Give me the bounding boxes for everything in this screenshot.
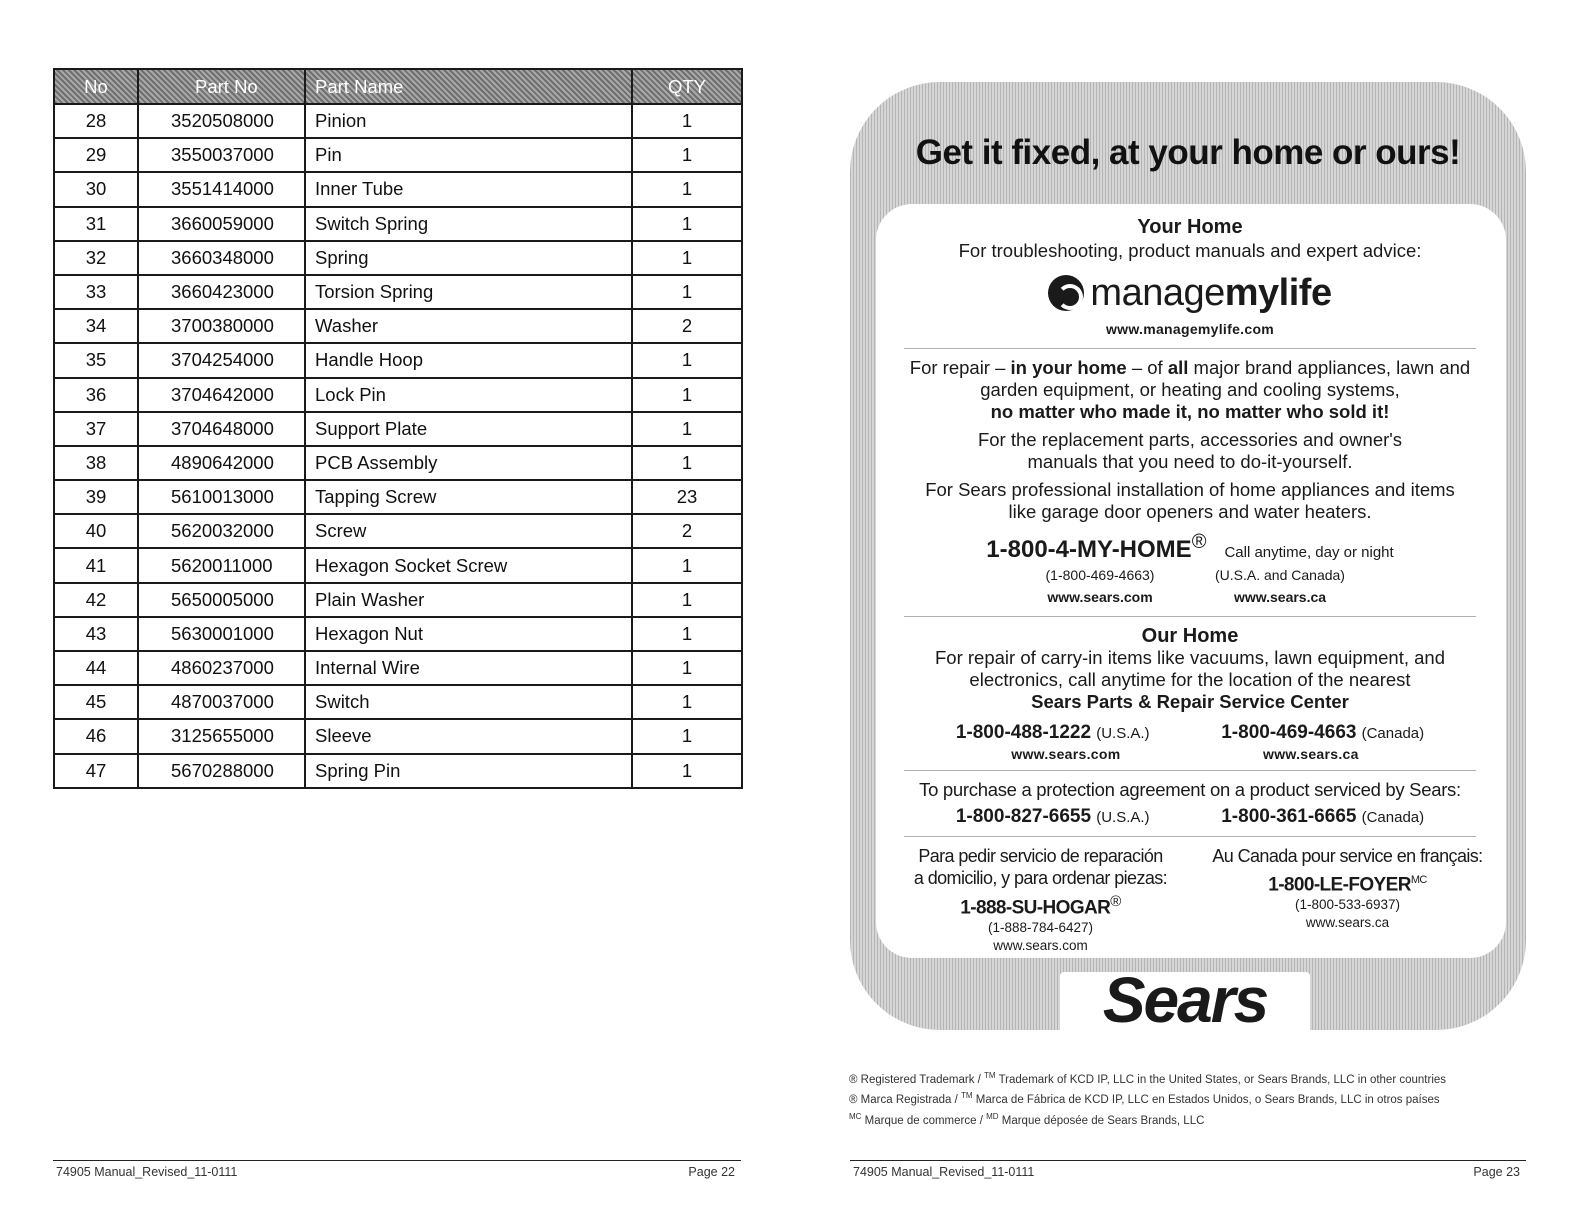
footer-left bbox=[53, 1160, 741, 1180]
table-row bbox=[54, 412, 742, 446]
part-number: 3660423000 bbox=[138, 275, 305, 309]
part-name: Pinion bbox=[305, 104, 632, 138]
table-row bbox=[54, 651, 742, 685]
repair-text-a: For repair – bbox=[909, 357, 1011, 378]
part-number: 3520508000 bbox=[138, 104, 305, 138]
part-quantity: 1 bbox=[632, 412, 742, 446]
spanish-phone-digits: (1-888-784-6427) bbox=[987, 920, 1094, 936]
repair-text-c: – of bbox=[1126, 357, 1168, 378]
table-row bbox=[54, 548, 742, 582]
part-name: Handle Hoop bbox=[305, 343, 632, 377]
table-row bbox=[54, 378, 742, 412]
part-number-index: 37 bbox=[54, 412, 138, 446]
protection-phone-us-label: (U.S.A.) bbox=[1096, 809, 1150, 826]
my-home-digits: (1-800-469-4663) bbox=[1045, 567, 1155, 583]
our-home-phone-us-label: (U.S.A.) bbox=[1096, 725, 1150, 742]
part-quantity: 1 bbox=[632, 651, 742, 685]
french-phone[interactable] bbox=[1205, 869, 1490, 896]
table-row bbox=[54, 719, 742, 753]
tm-en-b: Trademark of KCD IP, LLC in the United States, or Sears Brands, LLC in other countries bbox=[995, 1073, 1447, 1086]
my-home-phone-row bbox=[890, 531, 1490, 564]
part-name: Support Plate bbox=[305, 412, 632, 446]
spanish-service bbox=[898, 845, 1183, 955]
french-phone-digits: (1-800-533-6937) bbox=[1294, 897, 1401, 913]
header-no: No bbox=[54, 69, 138, 104]
call-anytime-text: Call anytime, day or night bbox=[1224, 544, 1394, 561]
table-row bbox=[54, 514, 742, 548]
part-name: Tapping Screw bbox=[305, 480, 632, 514]
part-name: Pin bbox=[305, 138, 632, 172]
part-number: 4860237000 bbox=[138, 651, 305, 685]
my-home-phone[interactable] bbox=[986, 531, 1206, 564]
our-home-url-us[interactable]: www.sears.com bbox=[1011, 746, 1121, 762]
part-number-index: 30 bbox=[54, 172, 138, 206]
spanish-url[interactable]: www.sears.com bbox=[993, 938, 1088, 954]
our-home-phone-ca-label: (Canada) bbox=[1361, 725, 1425, 742]
table-row bbox=[54, 275, 742, 309]
divider bbox=[904, 770, 1476, 771]
spanish-phone[interactable] bbox=[898, 891, 1183, 919]
part-name: Screw bbox=[305, 514, 632, 548]
part-quantity: 1 bbox=[632, 378, 742, 412]
tm-es-mark: TM bbox=[961, 1091, 973, 1101]
our-home-phone-ca[interactable] bbox=[1221, 721, 1424, 744]
part-quantity: 23 bbox=[632, 480, 742, 514]
part-number-index: 41 bbox=[54, 548, 138, 582]
french-url[interactable]: www.sears.ca bbox=[1305, 915, 1390, 931]
part-number-index: 32 bbox=[54, 241, 138, 275]
protection-phones bbox=[890, 805, 1490, 828]
part-name: Switch bbox=[305, 685, 632, 719]
managemylife-logo-text-light: manage bbox=[1090, 271, 1225, 314]
tm-fr-b: Marque déposée de Sears Brands, LLC bbox=[998, 1114, 1205, 1127]
our-home-title: Our Home bbox=[1141, 625, 1239, 647]
part-quantity: 1 bbox=[632, 343, 742, 377]
part-name: Sleeve bbox=[305, 719, 632, 753]
our-home-phone-us[interactable] bbox=[956, 721, 1150, 744]
trademark-line-es bbox=[849, 1088, 1529, 1108]
part-quantity: 1 bbox=[632, 548, 742, 582]
language-services bbox=[890, 845, 1490, 955]
part-number-index: 42 bbox=[54, 583, 138, 617]
tm-en-a: ® Registered Trademark / bbox=[849, 1073, 985, 1086]
parts-table bbox=[53, 68, 743, 789]
table-row bbox=[54, 104, 742, 138]
managemylife-url[interactable]: www.managemylife.com bbox=[1105, 321, 1275, 337]
mc-mark: MC bbox=[1410, 874, 1427, 886]
part-number: 3550037000 bbox=[138, 138, 305, 172]
part-number: 5630001000 bbox=[138, 617, 305, 651]
part-quantity: 2 bbox=[632, 514, 742, 548]
part-quantity: 1 bbox=[632, 719, 742, 753]
part-number-index: 43 bbox=[54, 617, 138, 651]
part-number: 5620011000 bbox=[138, 548, 305, 582]
table-row bbox=[54, 172, 742, 206]
my-home-region: (U.S.A. and Canada) bbox=[1215, 567, 1345, 583]
divider bbox=[904, 348, 1476, 349]
parts-table-body bbox=[54, 104, 742, 788]
installation-paragraph: For Sears professional installation of home appliances and items like garage door openers and water heaters. bbox=[925, 479, 1455, 522]
our-home-url-ca[interactable]: www.sears.ca bbox=[1263, 746, 1359, 762]
my-home-details bbox=[890, 564, 1490, 608]
repair-text-d: all bbox=[1167, 357, 1189, 378]
managemylife-logo bbox=[890, 268, 1490, 318]
protection-phone-us[interactable] bbox=[956, 805, 1150, 828]
part-number: 4870037000 bbox=[138, 685, 305, 719]
part-name: Hexagon Nut bbox=[305, 617, 632, 651]
protection-phone-ca-label: (Canada) bbox=[1361, 809, 1425, 826]
part-number: 5650005000 bbox=[138, 583, 305, 617]
footer-doc-id: 74905 Manual_Revised_11-0111 bbox=[853, 1165, 1035, 1179]
table-row bbox=[54, 138, 742, 172]
part-quantity: 1 bbox=[632, 685, 742, 719]
part-number-index: 47 bbox=[54, 754, 138, 788]
registered-mark: ® bbox=[1110, 893, 1121, 910]
table-row bbox=[54, 241, 742, 275]
managemylife-logo-text-bold: mylife bbox=[1224, 271, 1332, 314]
my-home-us-col bbox=[1010, 564, 1190, 608]
tm-fr-mc: MC bbox=[849, 1111, 862, 1121]
tm-en-mark: TM bbox=[984, 1071, 996, 1080]
header-qty: QTY bbox=[632, 69, 742, 104]
part-number: 4890642000 bbox=[138, 446, 305, 480]
part-quantity: 1 bbox=[632, 104, 742, 138]
repair-paragraph bbox=[890, 357, 1490, 401]
part-number-index: 35 bbox=[54, 343, 138, 377]
table-row bbox=[54, 754, 742, 788]
table-row bbox=[54, 685, 742, 719]
my-home-ca-col bbox=[1190, 564, 1370, 608]
protection-phone-us-number: 1-800-827-6655 bbox=[955, 806, 1092, 827]
part-number-index: 45 bbox=[54, 685, 138, 719]
trademark-line-en bbox=[849, 1068, 1529, 1088]
footer-doc-id: 74905 Manual_Revised_11-0111 bbox=[56, 1165, 238, 1179]
protection-phone-ca[interactable] bbox=[1221, 805, 1424, 828]
managemylife-icon bbox=[1048, 275, 1084, 311]
part-number: 3700380000 bbox=[138, 309, 305, 343]
service-panel-content bbox=[890, 216, 1490, 955]
part-quantity: 1 bbox=[632, 617, 742, 651]
our-home-phones bbox=[890, 721, 1490, 744]
table-row bbox=[54, 480, 742, 514]
part-number: 3125655000 bbox=[138, 719, 305, 753]
part-name: Lock Pin bbox=[305, 378, 632, 412]
divider bbox=[904, 836, 1476, 837]
service-center-name: Sears Parts & Repair Service Center bbox=[1031, 691, 1349, 712]
our-home-phone-us-number: 1-800-488-1222 bbox=[955, 722, 1092, 743]
header-part-name: Part Name bbox=[305, 69, 632, 104]
part-number: 3704648000 bbox=[138, 412, 305, 446]
repair-text-b: in your home bbox=[1010, 357, 1127, 378]
trademark-line-fr bbox=[849, 1109, 1529, 1129]
our-home-phone-ca-number: 1-800-469-4663 bbox=[1221, 722, 1357, 743]
spanish-line-1: Para pedir servicio de reparación bbox=[918, 846, 1163, 866]
table-row bbox=[54, 446, 742, 480]
part-number-index: 36 bbox=[54, 378, 138, 412]
parts-paragraph: For the replacement parts, accessories and owner's manuals that you need to do-it-yourself. bbox=[977, 429, 1403, 472]
my-home-phone-text: 1-800-4-MY-HOME bbox=[986, 536, 1192, 563]
spanish-line-2: a domicilio, y para ordenar piezas: bbox=[913, 868, 1168, 888]
tm-fr-a: Marque de commerce / bbox=[861, 1114, 987, 1127]
repair-text-e: major brand appliances, lawn and garden equipment, or heating and cooling systems, bbox=[980, 357, 1471, 400]
part-number: 5670288000 bbox=[138, 754, 305, 788]
table-row bbox=[54, 207, 742, 241]
part-name: Spring Pin bbox=[305, 754, 632, 788]
part-name: Inner Tube bbox=[305, 172, 632, 206]
french-line-1: Au Canada pour service en français: bbox=[1212, 846, 1483, 866]
footer-page-number: Page 23 bbox=[1473, 1165, 1520, 1179]
part-number: 3704642000 bbox=[138, 378, 305, 412]
part-number-index: 31 bbox=[54, 207, 138, 241]
tm-es-b: Marca de Fábrica de KCD IP, LLC en Estados Unidos, o Sears Brands, LLC in otros países bbox=[972, 1094, 1440, 1107]
registered-mark: ® bbox=[1191, 531, 1207, 553]
your-home-subtitle: For troubleshooting, product manuals and expert advice: bbox=[958, 240, 1422, 261]
table-header-row bbox=[54, 69, 742, 104]
part-quantity: 1 bbox=[632, 138, 742, 172]
french-phone-text: 1-800-LE-FOYER bbox=[1268, 874, 1411, 896]
part-name: Hexagon Socket Screw bbox=[305, 548, 632, 582]
part-number: 3660059000 bbox=[138, 207, 305, 241]
part-number: 3660348000 bbox=[138, 241, 305, 275]
divider bbox=[904, 616, 1476, 617]
table-row bbox=[54, 583, 742, 617]
sears-logo: Sears bbox=[1102, 964, 1268, 1036]
french-service bbox=[1205, 845, 1490, 955]
sears-ca-url[interactable]: www.sears.ca bbox=[1233, 589, 1327, 605]
sears-com-url[interactable]: www.sears.com bbox=[1047, 589, 1153, 605]
header-part-no: Part No bbox=[138, 69, 305, 104]
table-row bbox=[54, 343, 742, 377]
part-name: PCB Assembly bbox=[305, 446, 632, 480]
part-quantity: 1 bbox=[632, 275, 742, 309]
our-home-urls bbox=[890, 746, 1490, 762]
part-number-index: 29 bbox=[54, 138, 138, 172]
footer-right bbox=[850, 1160, 1526, 1180]
repair-bold-line: no matter who made it, no matter who sold it! bbox=[990, 401, 1390, 422]
part-name: Washer bbox=[305, 309, 632, 343]
part-number-index: 28 bbox=[54, 104, 138, 138]
part-name: Plain Washer bbox=[305, 583, 632, 617]
part-number: 5610013000 bbox=[138, 480, 305, 514]
part-quantity: 1 bbox=[632, 172, 742, 206]
part-quantity: 2 bbox=[632, 309, 742, 343]
your-home-title: Your Home bbox=[1137, 216, 1243, 238]
part-quantity: 1 bbox=[632, 207, 742, 241]
footer-page-number: Page 22 bbox=[688, 1165, 735, 1179]
part-name: Internal Wire bbox=[305, 651, 632, 685]
part-quantity: 1 bbox=[632, 446, 742, 480]
trademark-notice bbox=[849, 1068, 1529, 1129]
protection-text: To purchase a protection agreement on a product serviced by Sears: bbox=[919, 779, 1461, 800]
part-number-index: 33 bbox=[54, 275, 138, 309]
tm-es-a: ® Marca Registrada / bbox=[849, 1094, 962, 1107]
part-number: 5620032000 bbox=[138, 514, 305, 548]
part-quantity: 1 bbox=[632, 583, 742, 617]
part-number-index: 46 bbox=[54, 719, 138, 753]
part-number-index: 39 bbox=[54, 480, 138, 514]
panel-headline: Get it fixed, at your home or ours! bbox=[915, 133, 1461, 172]
our-home-text: For repair of carry-in items like vacuums, lawn equipment, and electronics, call anytime for the location of the nearest bbox=[935, 647, 1445, 690]
part-number: 3704254000 bbox=[138, 343, 305, 377]
part-name: Spring bbox=[305, 241, 632, 275]
protection-phone-ca-number: 1-800-361-6665 bbox=[1221, 806, 1357, 827]
part-number-index: 40 bbox=[54, 514, 138, 548]
part-name: Torsion Spring bbox=[305, 275, 632, 309]
part-number: 3551414000 bbox=[138, 172, 305, 206]
part-name: Switch Spring bbox=[305, 207, 632, 241]
tm-fr-md: MD bbox=[986, 1111, 999, 1121]
part-number-index: 44 bbox=[54, 651, 138, 685]
part-number-index: 38 bbox=[54, 446, 138, 480]
part-quantity: 1 bbox=[632, 754, 742, 788]
table-row bbox=[54, 309, 742, 343]
spanish-phone-text: 1-888-SU-HOGAR bbox=[960, 897, 1111, 919]
table-row bbox=[54, 617, 742, 651]
part-number-index: 34 bbox=[54, 309, 138, 343]
part-quantity: 1 bbox=[632, 241, 742, 275]
